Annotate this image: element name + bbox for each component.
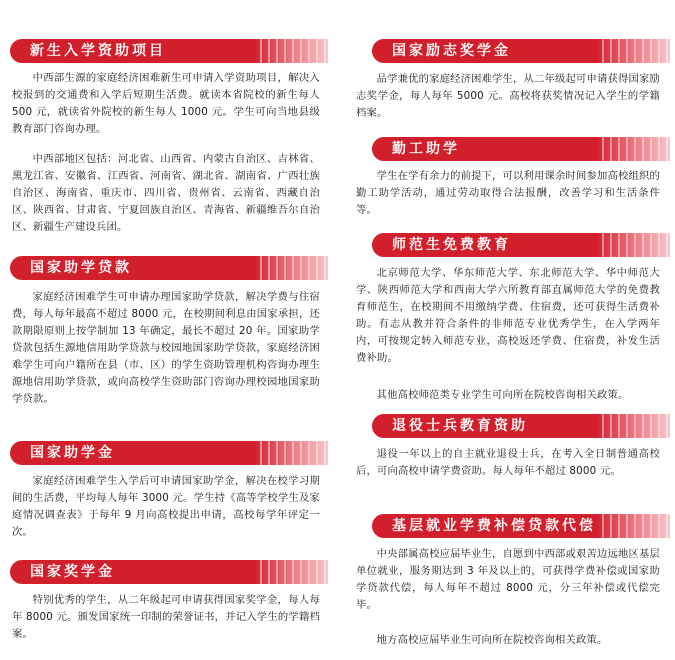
- section-title: 国家励志奖学金: [392, 43, 511, 59]
- header-stripes-decoration: [596, 233, 670, 257]
- paragraph: 中西部地区包括：河北省、山西省、内蒙古自治区、吉林省、黑龙江省、安徽省、江西省、河南省、湖北省、湖南省、广西壮族自治区、海南省、重庆市、四川省、贵州省、云南省、西藏自治区、陕西省、甘肃省、宁夏回族自治区、青海省、新疆维吾尔自治区、新疆生产建设兵团。: [12, 153, 320, 233]
- paragraph: 退役一年以上的自主就业退役士兵，在考入全日制普通高校后，可向高校申请学费资助。每人每年不超过 8000 元。: [356, 448, 660, 477]
- paragraph: 地方高校应届毕业生可向所在院校咨询相关政策。: [376, 634, 608, 646]
- header-stripes-decoration: [254, 560, 328, 584]
- header-stripes-decoration: [596, 137, 670, 161]
- section-title: 师范生免费教育: [392, 237, 511, 253]
- section-header-grassroots-employment: [372, 514, 670, 538]
- section-title: 国家奖学金: [30, 564, 115, 580]
- paragraph: 家庭经济困难学生可申请办理国家助学贷款，解决学费与住宿费，每人每年最高不超过 8000 元，在校期间利息由国家承担，还款期限原则上按学制加 13 年确定，最长不超过 20 年。国家助学贷款包括生源地信用助学贷款与校园地国家助学贷款，家庭经济困难学生可向户籍所在县（市、区）的学生资助管理机构咨询办理生源地信用助学贷款，或向高校学生资助部门咨询办理校园地国家助学贷款。: [12, 291, 320, 405]
- paragraph: 北京师范大学、华东师范大学、东北师范大学、华中师范大学、陕西师范大学和西南大学六所教育部直属师范大学的免费教育师范生，在校期间不用缴纳学费、住宿费，还可获得生活费补助。有志从教并符合条件的非师范专业优秀学生，在入学两年内，可按规定转入师范专业，高校返还学费、住宿费，补发生活费补助。: [356, 267, 660, 364]
- paragraph: 学生在学有余力的前提下，可以利用课余时间参加高校组织的勤工助学活动，通过劳动取得合法报酬，改善学习和生活条件等。: [356, 170, 661, 216]
- section-header-normal-student-education: [372, 233, 670, 257]
- paragraph: 家庭经济困难学生入学后可申请国家助学金，解决在校学习期间的生活费，平均每人每年 3000 元。学生持《高等学校学生及家庭情况调查表》于每年 9 月向高校提出申请，高校每学年评定一次。: [12, 475, 320, 538]
- paragraph: 其他高校师范类专业学生可向所在院校咨询相关政策。: [376, 389, 629, 401]
- section-title: 国家助学贷款: [30, 260, 132, 276]
- paragraph: 品学兼优的家庭经济困难学生，从二年级起可申请获得国家励志奖学金，每人每年 5000 元。高校将获奖情况记入学生的学籍档案。: [356, 73, 661, 119]
- paragraph: 中西部生源的家庭经济困难新生可申请入学资助项目，解决入校报到的交通费和入学后短期生活费。就读本省院校的新生每人 500 元，就读省外院校的新生每人 1000 元。学生可向当地县级教育部门咨询办理。: [12, 72, 320, 135]
- header-stripes-decoration: [596, 39, 670, 63]
- header-stripes-decoration: [596, 514, 670, 538]
- paragraph: 特别优秀的学生，从二年级起可申请获得国家奖学金，每人每年 8000 元。颁发国家统一印制的荣誉证书，并记入学生的学籍档案。: [12, 594, 320, 640]
- section-header-work-study: [372, 137, 670, 161]
- section-title: 新生入学资助项目: [30, 43, 166, 59]
- header-stripes-decoration: [254, 39, 328, 63]
- paragraph: 中央部属高校应届毕业生，自愿到中西部或艰苦边远地区基层单位就业，服务期达到 3 年及以上的，可获得学费补偿或国家助学贷款代偿，每人每年不超过 8000 元，分三年补偿或代偿完毕。: [356, 548, 661, 611]
- section-header-veteran-education-aid: [372, 414, 670, 438]
- section-title: 国家助学金: [30, 445, 115, 461]
- section-header-national-scholarship: [10, 560, 328, 584]
- header-stripes-decoration: [596, 414, 670, 438]
- section-header-enrollment-aid: [10, 39, 328, 63]
- section-header-national-grant: [10, 441, 328, 465]
- section-title: 勤工助学: [392, 141, 460, 157]
- section-header-student-loan: [10, 256, 328, 280]
- header-stripes-decoration: [254, 441, 328, 465]
- section-header-encouragement-scholarship: [372, 39, 670, 63]
- header-stripes-decoration: [254, 256, 328, 280]
- section-title: 退役士兵教育资助: [392, 418, 528, 434]
- section-title: 基层就业学费补偿贷款代偿: [392, 518, 596, 534]
